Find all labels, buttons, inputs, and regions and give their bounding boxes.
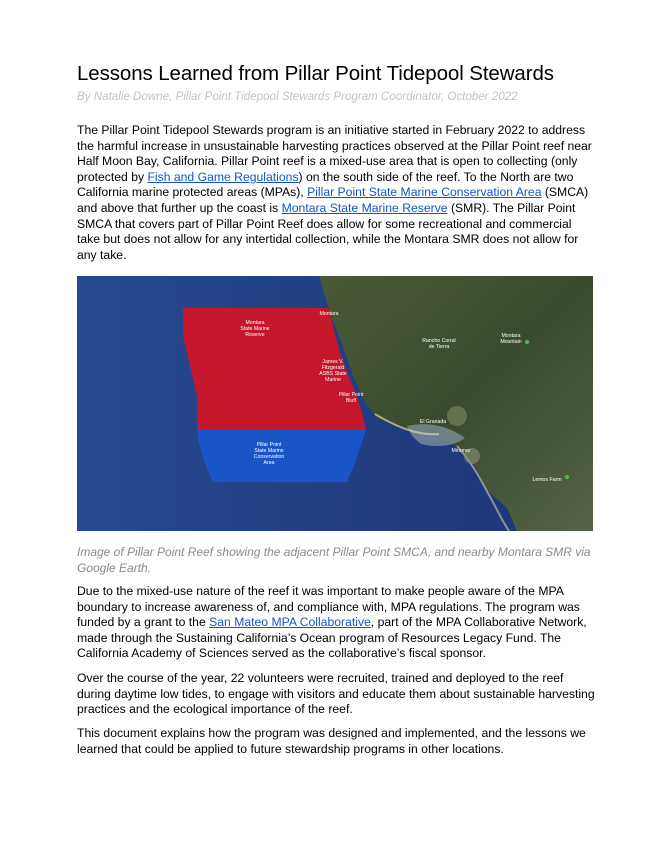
- mountain-marker-icon: [525, 340, 529, 344]
- map-label-mountain-1: Montara: [501, 333, 521, 339]
- para2-text-2: , part of the MPA Collaborative Network, made through the Sustaining California’s Ocean program of Resources Legacy Fund. The California Academy of Sciences served as the collaborative’s fiscal sponsor.: [77, 615, 587, 661]
- map-label-pillar-bluff-2: Bluff: [345, 398, 357, 404]
- map-label-james-3: ASBS State: [319, 371, 347, 377]
- intro-text-3: (SMCA) and above that further up the coast is: [77, 185, 589, 215]
- map-label-rancho-1: Rancho Corral: [422, 338, 456, 344]
- volunteers-paragraph: Over the course of the year, 22 volunteers were recruited, trained and deployed to the reef during daytime low tides, to engage with visitors and educate them about sustainable harvesting practices and the ecological importance of the reef.: [77, 671, 595, 717]
- intro-text-4: (SMR). The Pillar Point SMCA that covers part of Pillar Point Reef does allow for some recreational and commercial take but does not allow for any intertidal collection, while the Montara SMR does not allow for any take.: [77, 200, 579, 262]
- para2-text-1: Due to the mixed-use nature of the reef it was important to make people aware of the MPA boundary to increase awareness of, and compliance with, MPA regulations. The program was funded by a grant to the: [77, 584, 580, 630]
- map-label-smca-4: Area: [263, 460, 275, 466]
- intro-text-2: ) on the south side of the reef. To the North are two California marine protected areas (MPAs),: [77, 169, 574, 200]
- byline: By Natalie Downe, Pillar Point Tidepool Stewards Program Coordinator, October 2022: [77, 90, 518, 103]
- map-label-montara-smr-1: Montara: [245, 320, 265, 326]
- map-label-james-2: Fitzgerald: [321, 365, 345, 371]
- map-label-el-granada: El Granada: [419, 419, 447, 425]
- map-label-miramar: Miramar: [451, 448, 471, 454]
- map-image: [77, 276, 593, 531]
- pillar-point-smca-link[interactable]: Pillar Point State Marine Conservation Area: [307, 185, 542, 200]
- map-svg: [77, 276, 593, 531]
- map-label-montara-smr-3: Reserve: [245, 332, 265, 338]
- map-label-smca-3: Conservation: [253, 454, 285, 460]
- intro-paragraph: [77, 123, 595, 263]
- map-label-montara-smr-2: State Marine: [240, 326, 270, 332]
- map-label-mountain-2: Mountain: [500, 339, 522, 345]
- map-label-lemos: Lemos Farm: [532, 477, 562, 483]
- fish-game-regulations-link[interactable]: Fish and Game Regulations: [147, 169, 299, 184]
- funding-paragraph: [77, 584, 595, 662]
- map-label-pillar-bluff-1: Pillar Point: [338, 392, 364, 398]
- intro-text-1: The Pillar Point Tidepool Stewards program is an initiative started in February 2022 to address the harmful increase in unsustainable harvesting practices observed at the Pillar Point reef near Half Moon Bay, California. Pillar Point reef is a mixed-use area that is open to collecting (only protected by: [77, 123, 592, 184]
- map-label-rancho-2: de Tierra: [428, 344, 450, 350]
- town-patch: [447, 406, 467, 426]
- map-label-james-4: Marine: [325, 377, 341, 383]
- farm-marker-icon: [565, 475, 569, 479]
- map-label-montara-town: Montara: [319, 311, 339, 317]
- map-label-james-1: James V.: [322, 359, 344, 365]
- montara-smr-link[interactable]: Montara State Marine Reserve: [281, 200, 448, 215]
- image-caption: Image of Pillar Point Reef showing the adjacent Pillar Point SMCA, and nearby Montara SMR via Google Earth.: [77, 545, 591, 575]
- san-mateo-collaborative-link[interactable]: San Mateo MPA Collaborative: [209, 615, 371, 630]
- document-purpose-paragraph: This document explains how the program was designed and implemented, and the lessons we learned that could be applied to future stewardship programs in other locations.: [77, 726, 586, 756]
- map-label-smca-1: Pillar Point: [256, 442, 282, 448]
- document-title: Lessons Learned from Pillar Point Tidepool Stewards: [77, 62, 554, 85]
- map-label-smca-2: State Marine: [254, 448, 284, 454]
